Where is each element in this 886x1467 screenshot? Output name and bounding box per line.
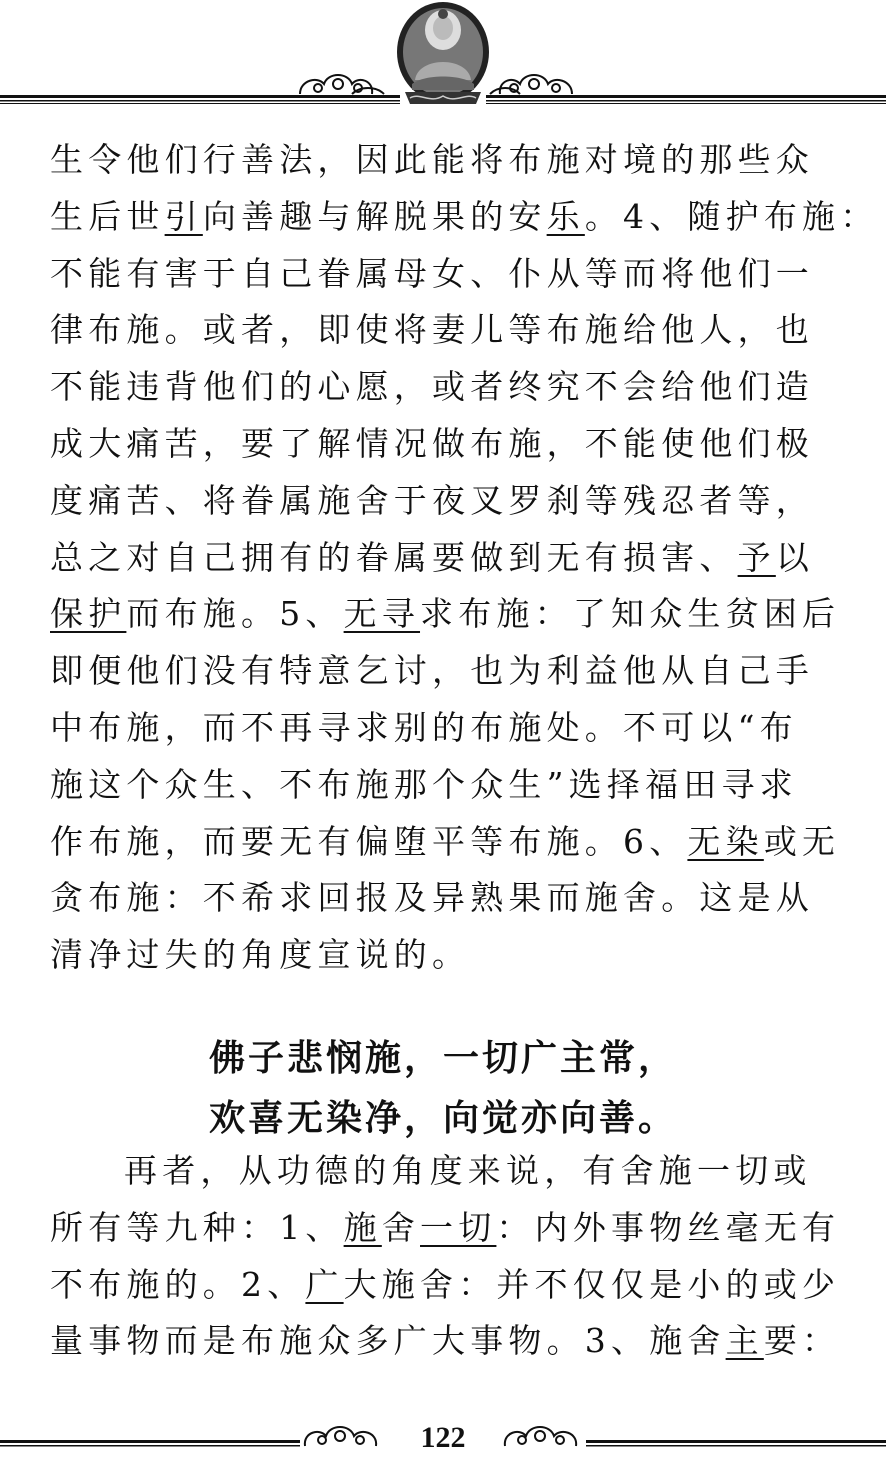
text-line: 所有等九种：1、施舍一切：内外事物丝毫无有 bbox=[50, 1207, 841, 1247]
text-line: 保护而布施。5、无寻求布施：了知众生贫困后 bbox=[50, 594, 841, 634]
text-line: 总之对自己拥有的眷属要做到无有损害、予以 bbox=[50, 537, 815, 577]
text-line: 不能违背他们的心愿，或者终究不会给他们造 bbox=[50, 367, 814, 407]
text-line: 清净过失的角度宣说的。 bbox=[50, 935, 471, 975]
header-ornament bbox=[0, 0, 886, 120]
text-line: 生后世引向善趣与解脱果的安乐。4、随护布施： bbox=[50, 196, 879, 236]
text-line: 成大痛苦，要了解情况做布施，不能使他们极 bbox=[50, 423, 814, 463]
header-rule-right bbox=[486, 95, 886, 104]
underlined-term: 主 bbox=[725, 1321, 764, 1361]
verse-line-2: 欢喜无染净，向觉亦向善。 bbox=[208, 1098, 677, 1139]
text-line: 施这个众生、不布施那个众生”选择福田寻求 bbox=[50, 764, 798, 804]
text-line: 即便他们没有特意乞讨，也为利益他从自己手 bbox=[50, 651, 814, 691]
text-line: 中布施，而不再寻求别的布施处。不可以“布 bbox=[50, 707, 798, 747]
underlined-term: 一切 bbox=[420, 1207, 497, 1247]
paragraph-2 bbox=[50, 1143, 840, 1370]
text-line: 度痛苦、将眷属施舍于夜叉罗刹等残忍者等， bbox=[50, 480, 814, 520]
text-line: 不能有害于自己眷属母女、仆从等而将他们一 bbox=[50, 253, 814, 293]
underlined-term: 无染 bbox=[687, 821, 764, 861]
underlined-term: 乐 bbox=[546, 196, 585, 236]
text-line: 作布施，而要无有偏堕平等布施。6、无染或无 bbox=[50, 821, 841, 861]
paragraph-1 bbox=[50, 132, 879, 984]
text-line: 律布施。或者，即使将妻儿等布施给他人，也 bbox=[50, 310, 814, 350]
cloud-ornament-left-icon bbox=[300, 75, 384, 94]
cloud-ornament-right-icon bbox=[490, 75, 572, 94]
underlined-term: 广 bbox=[305, 1264, 344, 1304]
text-line: 生令他们行善法，因此能将布施对境的那些众 bbox=[50, 140, 814, 179]
text-line: 贪布施：不希求回报及异熟果而施舍。这是从 bbox=[50, 878, 814, 918]
underlined-term: 引 bbox=[164, 196, 203, 236]
page-number: 122 bbox=[420, 1421, 466, 1454]
text-line: 不布施的。2、广大施舍：并不仅仅是小的或少 bbox=[50, 1264, 841, 1304]
verse-line-1: 佛子悲悯施，一切广主常， bbox=[208, 1038, 677, 1079]
underlined-term: 无寻 bbox=[343, 594, 421, 634]
text-line: 再者，从功德的角度来说，有舍施一切或 bbox=[124, 1151, 812, 1190]
underlined-term: 保护 bbox=[50, 594, 127, 634]
buddha-emblem-icon bbox=[397, 2, 489, 104]
header-rule-left bbox=[0, 95, 400, 104]
text-line: 量事物而是布施众多广大事物。3、施舍主要： bbox=[50, 1321, 841, 1361]
underlined-term: 予 bbox=[737, 537, 776, 577]
underlined-term: 施 bbox=[343, 1207, 382, 1247]
